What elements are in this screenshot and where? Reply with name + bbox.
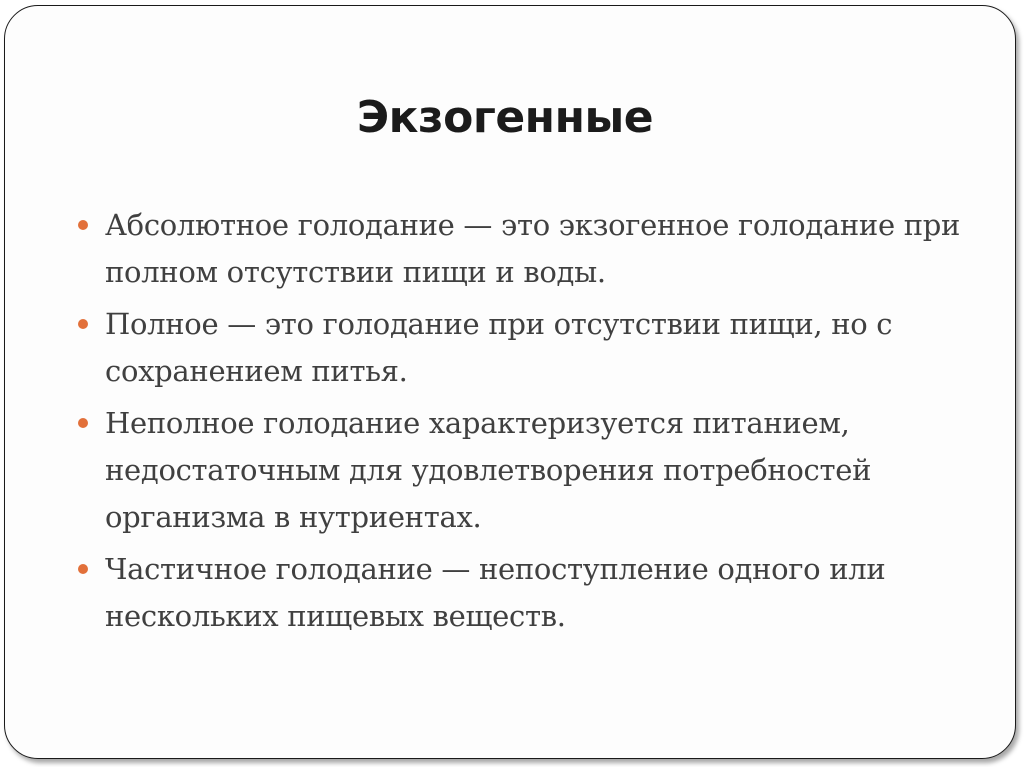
bullet-list	[105, 202, 975, 645]
bullet-item-incomplete	[105, 400, 975, 541]
bullet-dot-icon	[78, 319, 88, 329]
slide-title: Экзогенные	[356, 92, 654, 143]
bullet-dot-icon	[78, 418, 88, 428]
bullet-item-absolute	[105, 202, 975, 296]
bullet-item-full	[105, 301, 975, 395]
bullet-text: Неполное голодание характеризуется питанием, недостаточным для удовлетворения потребностей организма в нутриентах.	[105, 406, 872, 534]
bullet-dot-icon	[78, 564, 88, 574]
bullet-text: Частичное голодание — непоступление одного или нескольких пищевых веществ.	[105, 552, 886, 633]
bullet-item-partial	[105, 546, 975, 640]
bullet-text: Абсолютное голодание — это экзогенное голодание при полном отсутствии пищи и воды.	[105, 208, 961, 289]
slide-frame	[4, 5, 1016, 759]
bullet-text: Полное — это голодание при отсутствии пищи, но с сохранением питья.	[105, 307, 893, 388]
bullet-dot-icon	[78, 220, 88, 230]
